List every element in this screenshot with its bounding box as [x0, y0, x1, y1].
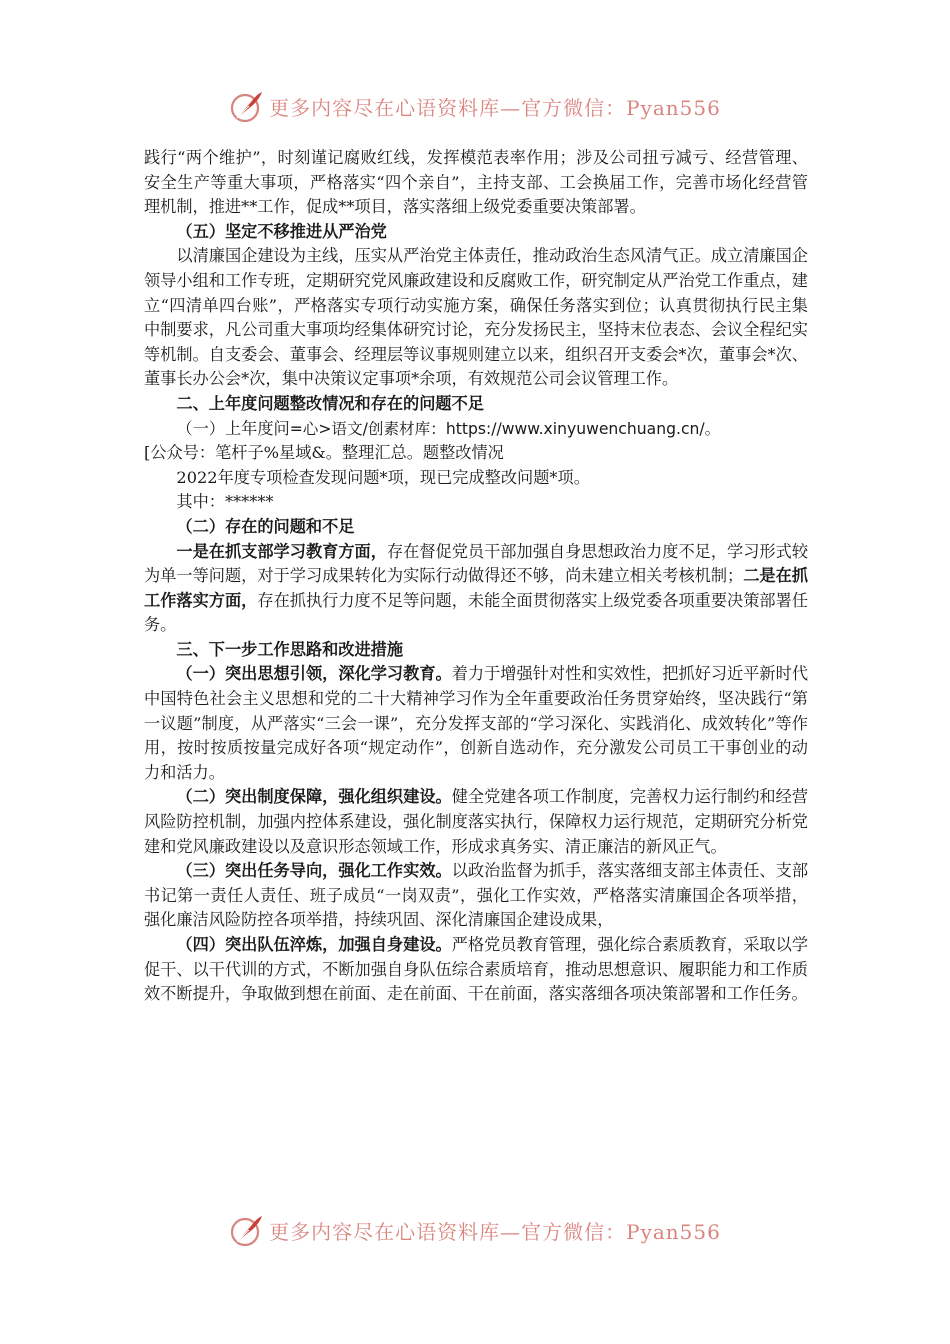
paragraph-text: 存在督促党员干部加强自身思想政治力度不足，学习形式较为单一等问题，对于学习成果转化为实际行动做得还不够，尚未建立相关考核机制； [144, 541, 809, 586]
bold-lead: （四）突出队伍淬炼，加强自身建设。 [176, 935, 452, 954]
paragraph: 践行“两个维护”，时刻谨记腐败红线，发挥模范表率作用；涉及公司扭亏减亏、经营管理、安全生产等重大事项，严格落实“四个亲自”，主持支部、工会换届工作，完善市场化经营管理机制，推进**工作，促成**项目，落实落细上级党委重要决策部署。 [144, 148, 808, 217]
watermark-link-text: =心>语文/创素材库：https://www.xinyuwenchuang.cn/。 [289, 419, 721, 438]
paragraph: 以清廉国企建设为主线，压实从严治党主体责任，推动政治生态风清气正。成立清廉国企领导小组和工作专班，定期研究党风廉政建设和反腐败工作，研究制定从严治党工作重点，建立“四清单四台账”，严格落实专项行动实施方案，确保任务落实到位；认真贯彻执行民主集中制要求，凡公司重大事项均经集体研究讨论，充分发扬民主，坚持末位表态、会议全程纪实等机制。自支委会、董事会、经理层等议事规则建立以来，组织召开支委会*次，董事会*次、董事长办公会*次，集中决策议定事项*余项，有效规范公司会议管理工作。 [144, 246, 808, 389]
footer-banner [0, 1208, 950, 1252]
header-banner-text: 更多内容尽在心语资料库—官方微信：Pyan556 [269, 95, 721, 120]
header-banner [0, 84, 950, 128]
subsection-prefix: （一）上年度问 [176, 418, 290, 438]
document-body [144, 146, 808, 1007]
quill-pen-icon [229, 1212, 265, 1248]
paragraph-text: 着力于增强针对性和实效性，把抓好习近平新时代中国特色社会主义思想和党的二十大精神学习作为全年重要政治任务贯穿始终，坚决践行“第一议题”制度，从严落实“三会一课”，充分发挥支部的“学习深化、实践消化、成效转化”等作用，按时按质按量完成好各项“规定动作”，创新自选动作，充分激发公司员工干事创业的动力和活力。 [144, 664, 809, 782]
footer-banner-text: 更多内容尽在心语资料库—官方微信：Pyan556 [269, 1219, 721, 1244]
paragraph [144, 933, 808, 1007]
paragraph [144, 662, 808, 785]
paragraph-text: 严格党员教育管理，强化综合素质教育，采取以学促干、以干代训的方式，不断加强自身队伍综合素质培育，推动思想意识、履职能力和工作质效不断提升，争取做到想在前面、走在前面、干在前面，落实落细各项决策部署和工作任务。 [144, 935, 809, 1004]
section-heading: （五）坚定不移推进从严治党 [176, 221, 387, 241]
paragraph [144, 859, 808, 933]
section-heading: 三、下一步工作思路和改进措施 [176, 639, 404, 659]
paragraph [144, 785, 808, 859]
paragraph-text: 健全党建各项工作制度，完善权力运行制约和经营风险防控机制，加强内控体系建设，强化制度落实执行，保障权力运行规范，定期研究分析党建和党风廉政建设以及意识形态领域工作，形成求真务实、清正廉洁的新风正气。 [144, 787, 809, 856]
bold-lead: （二）突出制度保障，强化组织建设。 [176, 787, 452, 807]
paragraph: 2022年度专项检查发现问题*项，现已完成整改问题*项。 [176, 467, 590, 487]
bold-lead: 一是在抓支部学习教育方面， [176, 541, 387, 561]
section-heading: 二、上年度问题整改情况和存在的问题不足 [176, 393, 484, 413]
paragraph: 其中：****** [176, 492, 274, 512]
subsection-heading: （二）存在的问题和不足 [176, 516, 355, 536]
paragraph [144, 540, 808, 638]
subsection-heading-continuation: [公众号：笔杆子%星域&。整理汇总。题整改情况 [144, 443, 504, 463]
paragraph-text: 以政治监督为抓手，落实落细支部主体责任、支部书记第一责任人责任、班子成员“一岗双责”，强化工作实效，严格落实清廉国企各项举措，强化廉洁风险防控各项举措，持续巩固、深化清廉国企建设成果， [144, 861, 809, 930]
bold-lead: （三）突出任务导向，强化工作实效。 [176, 861, 452, 881]
subsection-heading [144, 417, 808, 442]
quill-pen-icon [229, 88, 265, 124]
bold-lead: 二是在抓工作落实方面， [144, 566, 808, 610]
bold-lead: （一）突出思想引领，深化学习教育。 [176, 664, 452, 684]
paragraph-text: 存在抓执行力度不足等问题，未能全面贯彻落实上级党委各项重要决策部署任务。 [144, 590, 809, 635]
